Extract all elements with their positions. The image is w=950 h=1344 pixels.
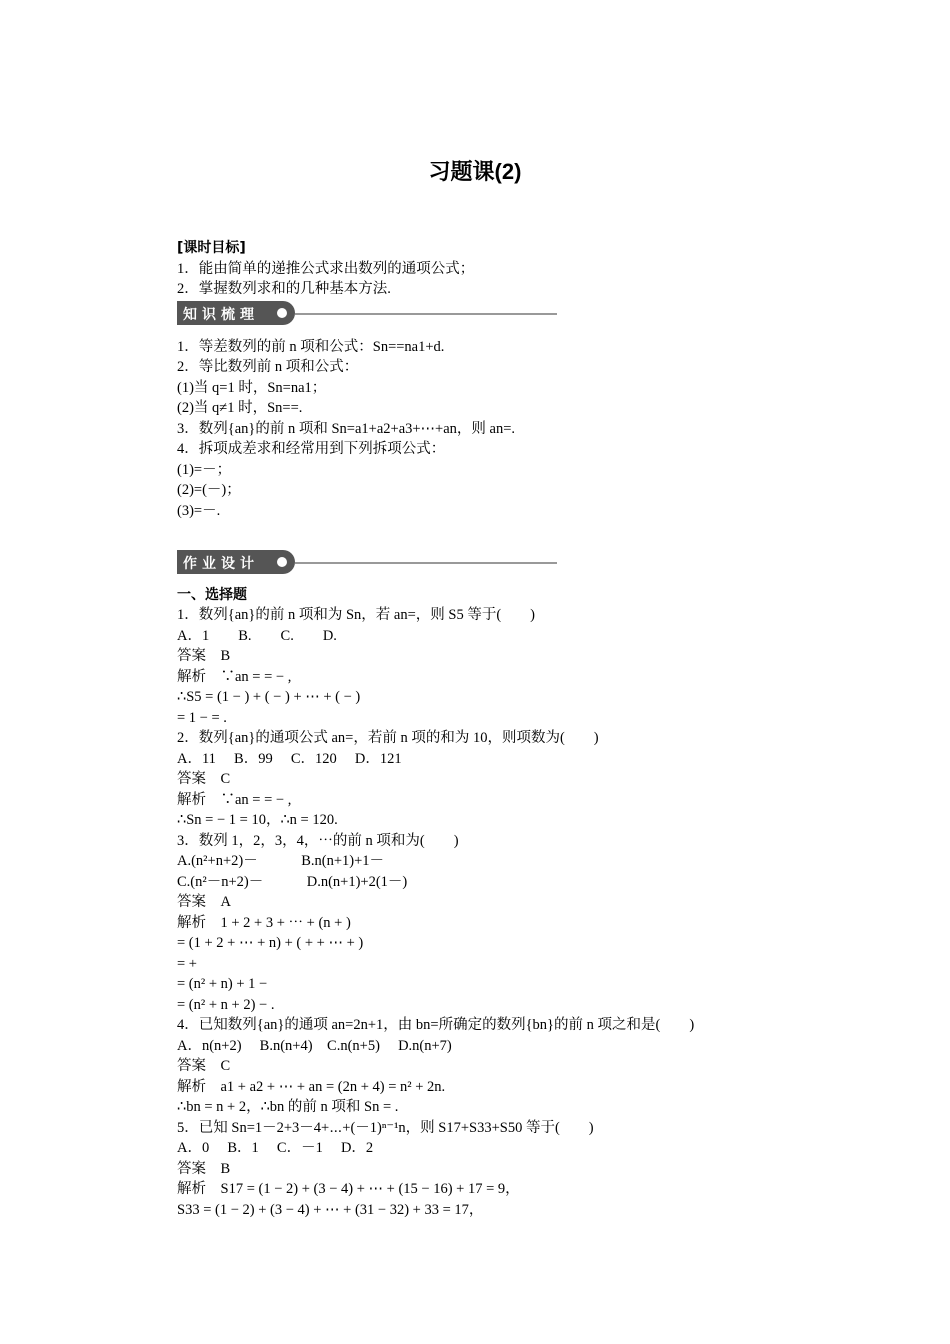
homework-banner (177, 550, 557, 574)
analysis-line: 解析 ∵an = = − , (177, 792, 292, 808)
analysis-line: 解析 S17 = (1 − 2) + (3 − 4) + ⋯ + (15 − 16) + 17 = 9， (177, 1181, 520, 1197)
homework-banner-label: 作业设计 (183, 556, 259, 572)
homework-line: A.(n²+n+2)－ B.n(n+1)+1－ (177, 853, 385, 869)
homework-line: ∴Sn = − 1 = 10，∴n = 120. (177, 812, 338, 828)
homework-line: A．n(n+2) B.n(n+4) C.n(n+5) D.n(n+7) (177, 1038, 452, 1054)
homework-line: 3．数列 1，2，3，4，⋯的前 n 项和为( ) (177, 833, 459, 849)
knowledge-banner (177, 301, 557, 325)
divider (295, 562, 557, 564)
answer-line: 答案 B (177, 648, 231, 664)
homework-line: = (n² + n) + 1 − (177, 976, 268, 992)
homework-line: = 1 − = . (177, 710, 227, 726)
knowledge-line: (3)=－. (177, 503, 221, 519)
knowledge-line: 2．等比数列前 n 项和公式： (177, 359, 359, 375)
homework-line: S33 = (1 − 2) + (3 − 4) + ⋯ + (31 − 32) + 33 = 17， (177, 1202, 484, 1218)
answer-line: 答案 C (177, 771, 231, 787)
homework-line: 5．已知 Sn=1－2+3－4+⋯+(－1)ⁿ⁻¹n，则 S17+S33+S50 等于( ) (177, 1120, 594, 1136)
answer-line: 答案 B (177, 1161, 231, 1177)
homework-line: 4．已知数列{an}的通项 an=2n+1，由 bn=所确定的数列{bn}的前 n 项之和是( ) (177, 1017, 695, 1033)
page-title: 习题课(2) (428, 159, 522, 184)
homework-line: A．1 B. C. D. (177, 628, 337, 644)
homework-line: A．0 B．1 C．－1 D．2 (177, 1140, 374, 1156)
knowledge-line: (2)当 q≠1 时，Sn==. (177, 400, 303, 416)
homework-line: = + (177, 956, 197, 972)
homework-line: C.(n²－n+2)－ D.n(n+1)+2(1－) (177, 874, 408, 890)
answer-line: 答案 A (177, 894, 231, 910)
knowledge-line: 1．等差数列的前 n 项和公式：Sn==na1+d. (177, 339, 445, 355)
knowledge-line: 3．数列{an}的前 n 项和 Sn=a1+a2+a3+⋯+an，则 an=. (177, 421, 516, 437)
knowledge-line: (2)=(－)； (177, 482, 241, 498)
homework-line: ∴S5 = (1 − ) + ( − ) + ⋯ + ( − ) (177, 689, 361, 705)
homework-line: = (1 + 2 + ⋯ + n) + ( + + ⋯ + ) (177, 935, 364, 951)
bullet-icon (277, 308, 287, 318)
analysis-line: 解析 1 + 2 + 3 + ⋯ + (n + ) (177, 915, 351, 931)
analysis-line: 解析 a1 + a2 + ⋯ + an = (2n + 4) = n² + 2n. (177, 1079, 446, 1095)
objectives-heading: [课时目标] (177, 240, 246, 256)
knowledge-line: (1)当 q=1 时，Sn=na1； (177, 380, 327, 396)
objective-item: 1．能由简单的递推公式求出数列的通项公式； (177, 261, 475, 277)
homework-line: 2．数列{an}的通项公式 an=，若前 n 项的和为 10，则项数为( ) (177, 730, 599, 746)
knowledge-banner-label: 知识梳理 (183, 307, 259, 323)
bullet-icon (277, 557, 287, 567)
objective-item: 2．掌握数列求和的几种基本方法. (177, 281, 391, 297)
answer-line: 答案 C (177, 1058, 231, 1074)
homework-line: = (n² + n + 2) − . (177, 997, 275, 1013)
section-heading: 一、选择题 (177, 587, 247, 603)
analysis-line: 解析 ∵an = = − , (177, 669, 292, 685)
knowledge-line: (1)=－； (177, 462, 232, 478)
divider (295, 313, 557, 315)
knowledge-line: 4．拆项成差求和经常用到下列拆项公式： (177, 441, 446, 457)
homework-line: A．11 B．99 C．120 D．121 (177, 751, 402, 767)
homework-line: 1．数列{an}的前 n 项和为 Sn，若 an=，则 S5 等于( ) (177, 607, 536, 623)
homework-line: ∴bn = n + 2，∴bn 的前 n 项和 Sn = . (177, 1099, 399, 1115)
